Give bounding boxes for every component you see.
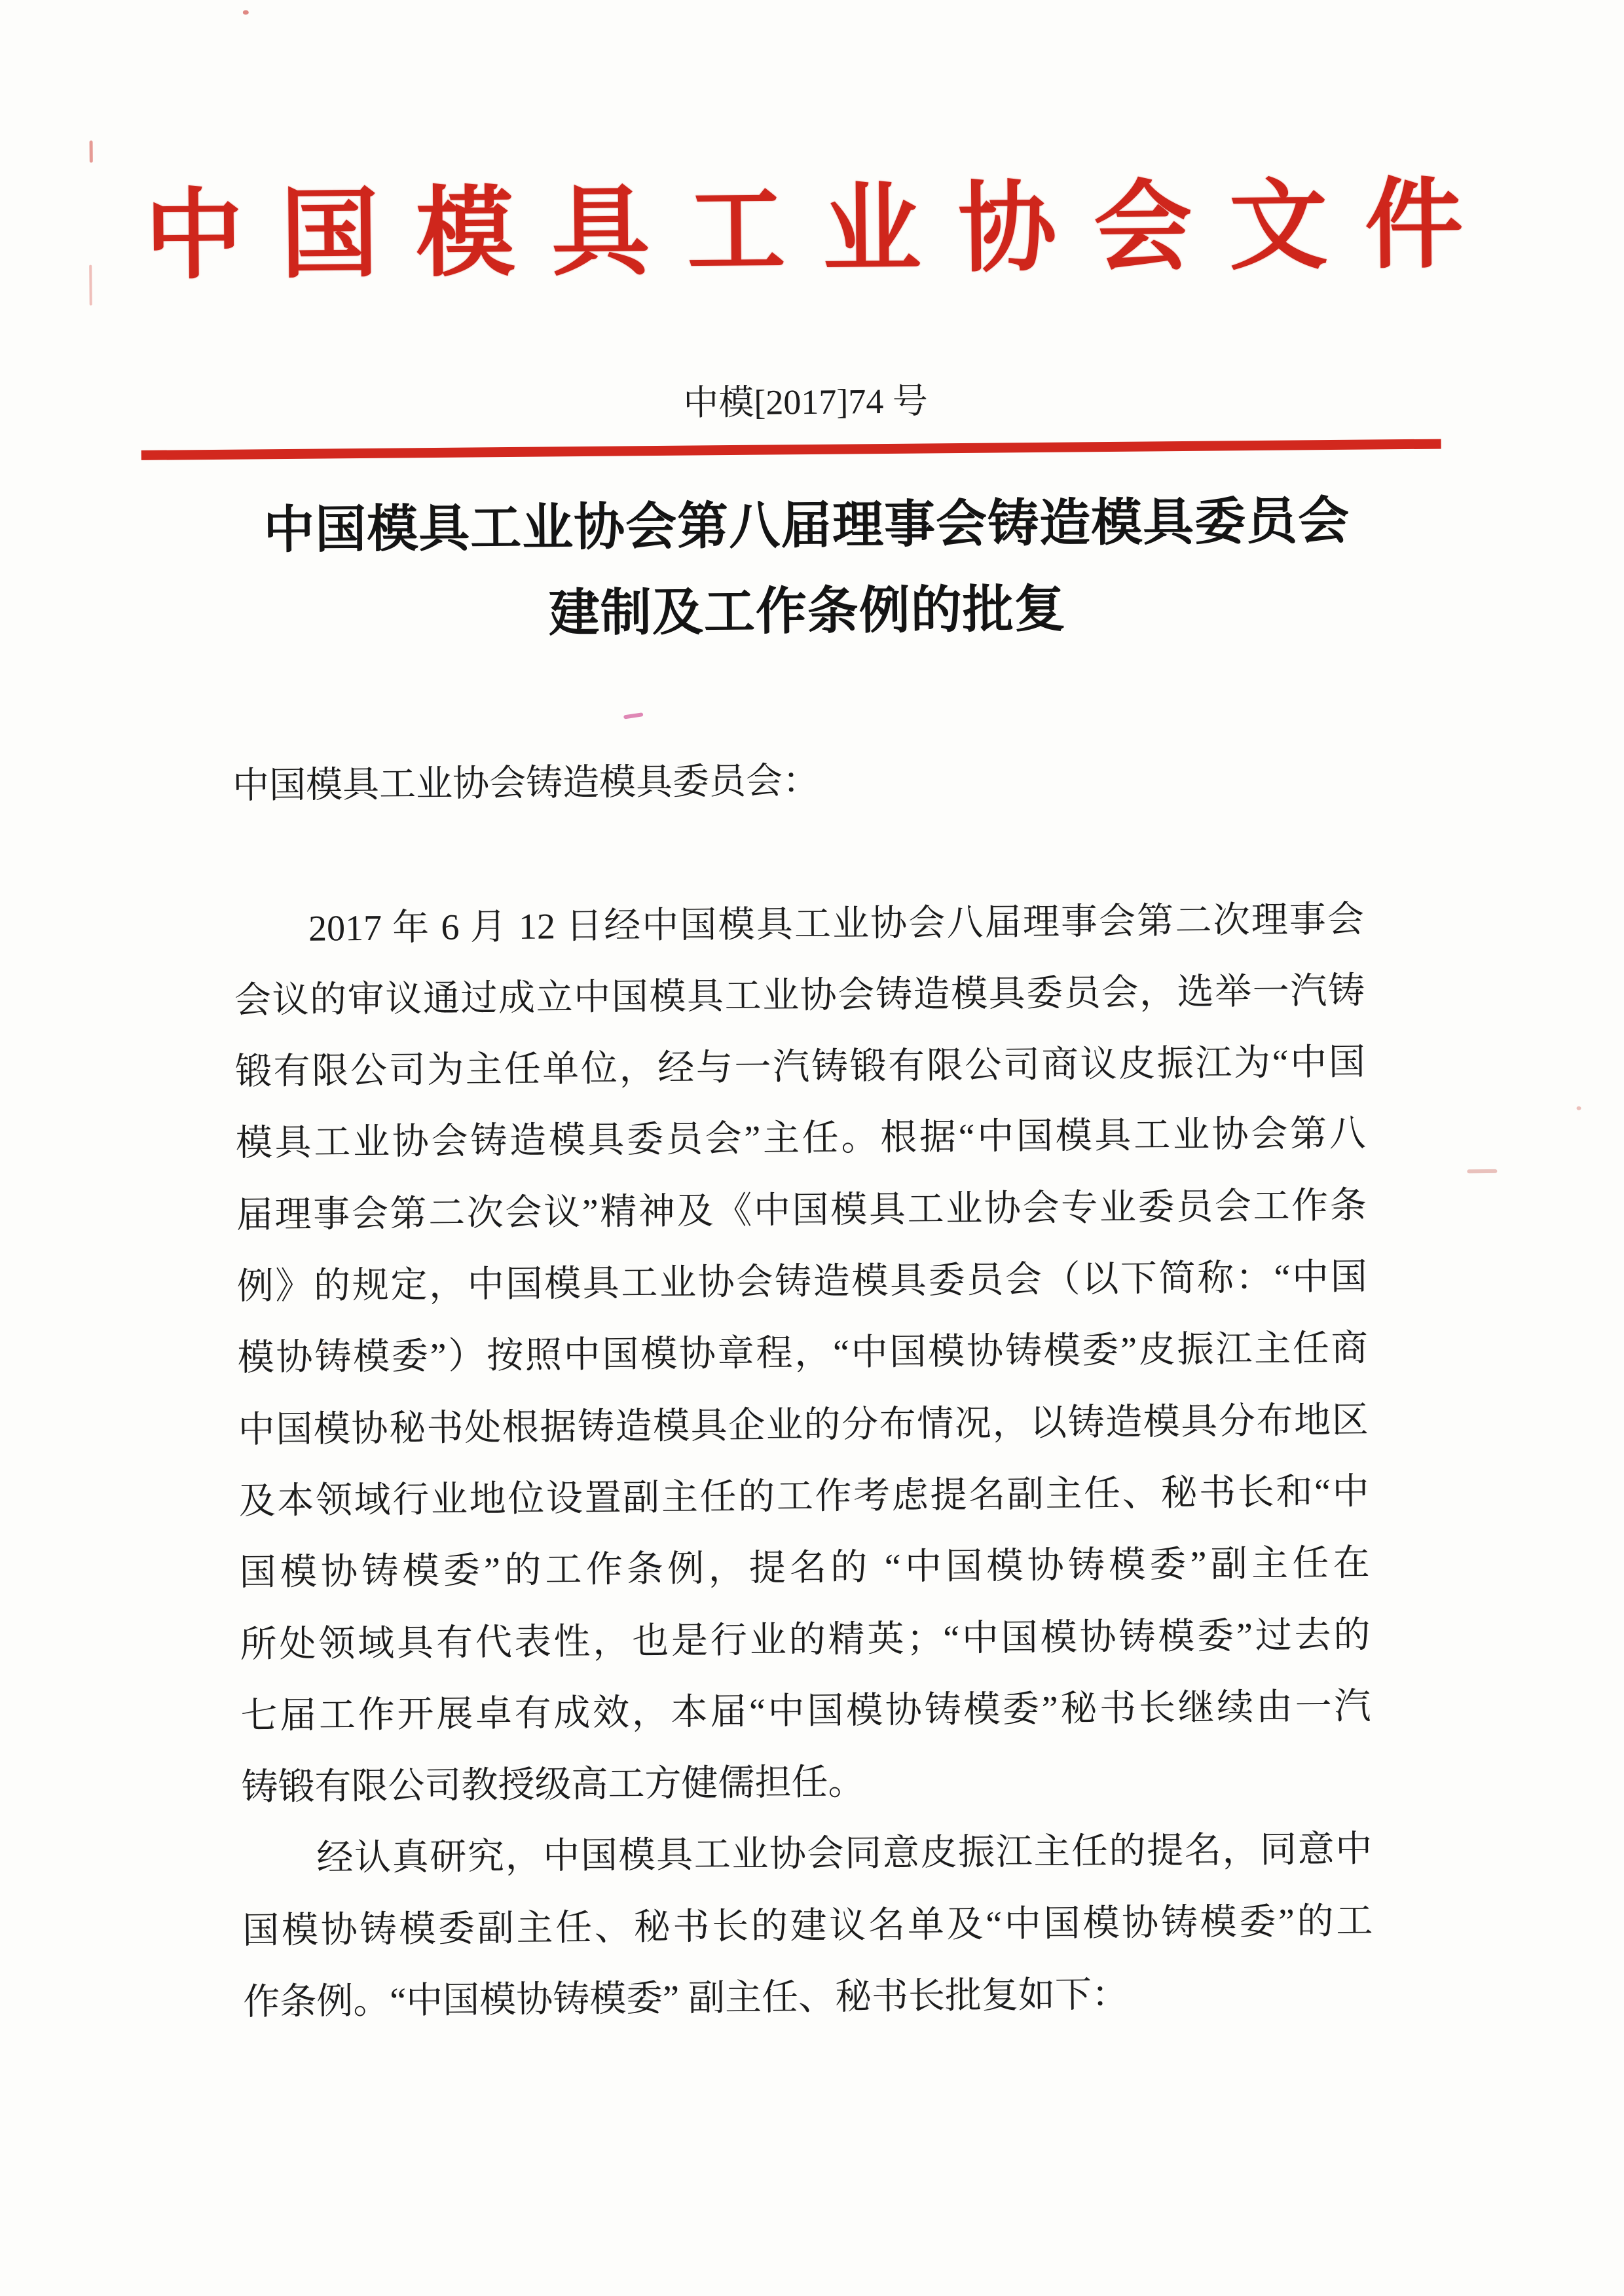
document-title: [0, 476, 1619, 661]
body-line: 国模协铸模委”的工作条例，提名的 “中国模协铸模委”副主任在: [239, 1542, 1370, 1594]
scan-artifact: [90, 141, 93, 163]
body-line: 作条例。“中国模协铸模委” 副主任、秘书长批复如下：: [243, 1974, 1129, 2023]
body-line: 所处领域具有代表性，也是行业的精英；“中国模协铸模委”过去的: [240, 1614, 1371, 1666]
scan-artifact: [1576, 1106, 1581, 1110]
scan-artifact: [623, 712, 644, 719]
body-line: 及本领域行业地位设置副主任的工作考虑提名副主任、秘书长和“中: [238, 1471, 1369, 1522]
body-line: 经认真研究，中国模具工业协会同意皮振江主任的提名，同意中: [316, 1829, 1373, 1880]
salutation: 中国模具工业协会铸造模具委员会：: [232, 760, 820, 807]
body-line: 2017 年 6 月 12 日经中国模具工业协会八届理事会第二次理事会: [308, 899, 1365, 949]
body-line: 届理事会第二次会议”精神及《中国模具工业协会专业委员会工作条: [236, 1185, 1367, 1236]
body-line: 模协铸模委”）按照中国模协章程，“中国模协铸模委”皮振江主任商: [237, 1328, 1368, 1379]
body-line: 国模协铸模委副主任、秘书长的建议名单及“中国模协铸模委”的工: [242, 1901, 1373, 1952]
scan-artifact: [243, 10, 249, 14]
body-line: 模具工业协会铸造模具委员会”主任。根据“中国模具工业协会第八: [235, 1114, 1367, 1165]
body-line: 会议的审议通过成立中国模具工业协会铸造模具委员会，选举一汽铸: [234, 970, 1365, 1021]
document-title-line1: 中国模具工业协会第八届理事会铸造模具委员会: [263, 492, 1350, 559]
body-line: 七届工作开展卓有成效，本届“中国模协铸模委”秘书长继续由一汽: [240, 1686, 1371, 1737]
red-divider-rule: [141, 439, 1441, 460]
blank-line: [233, 812, 1364, 894]
letterhead-text: 中国模具工业协会文件: [144, 170, 1501, 291]
body-line: 中国模协秘书处根据铸造模具企业的分布情况，以铸造模具分布地区: [238, 1400, 1369, 1451]
body-line: 例》的规定，中国模具工业协会铸造模具委员会（以下简称：“中国: [236, 1256, 1368, 1307]
scan-artifact: [1467, 1169, 1497, 1173]
body-line: 锻有限公司为主任单位，经与一汽铸锻有限公司商议皮振江为“中国: [234, 1042, 1366, 1093]
letterhead-title: [0, 170, 1616, 291]
document-body: [232, 741, 1374, 2039]
document-title-line2: 建制及工作条例的批复: [548, 580, 1067, 642]
body-line: 铸锻有限公司教授级高工方健儒担任。: [241, 1762, 865, 1808]
document-number: 中模[2017]74 号: [683, 381, 929, 423]
